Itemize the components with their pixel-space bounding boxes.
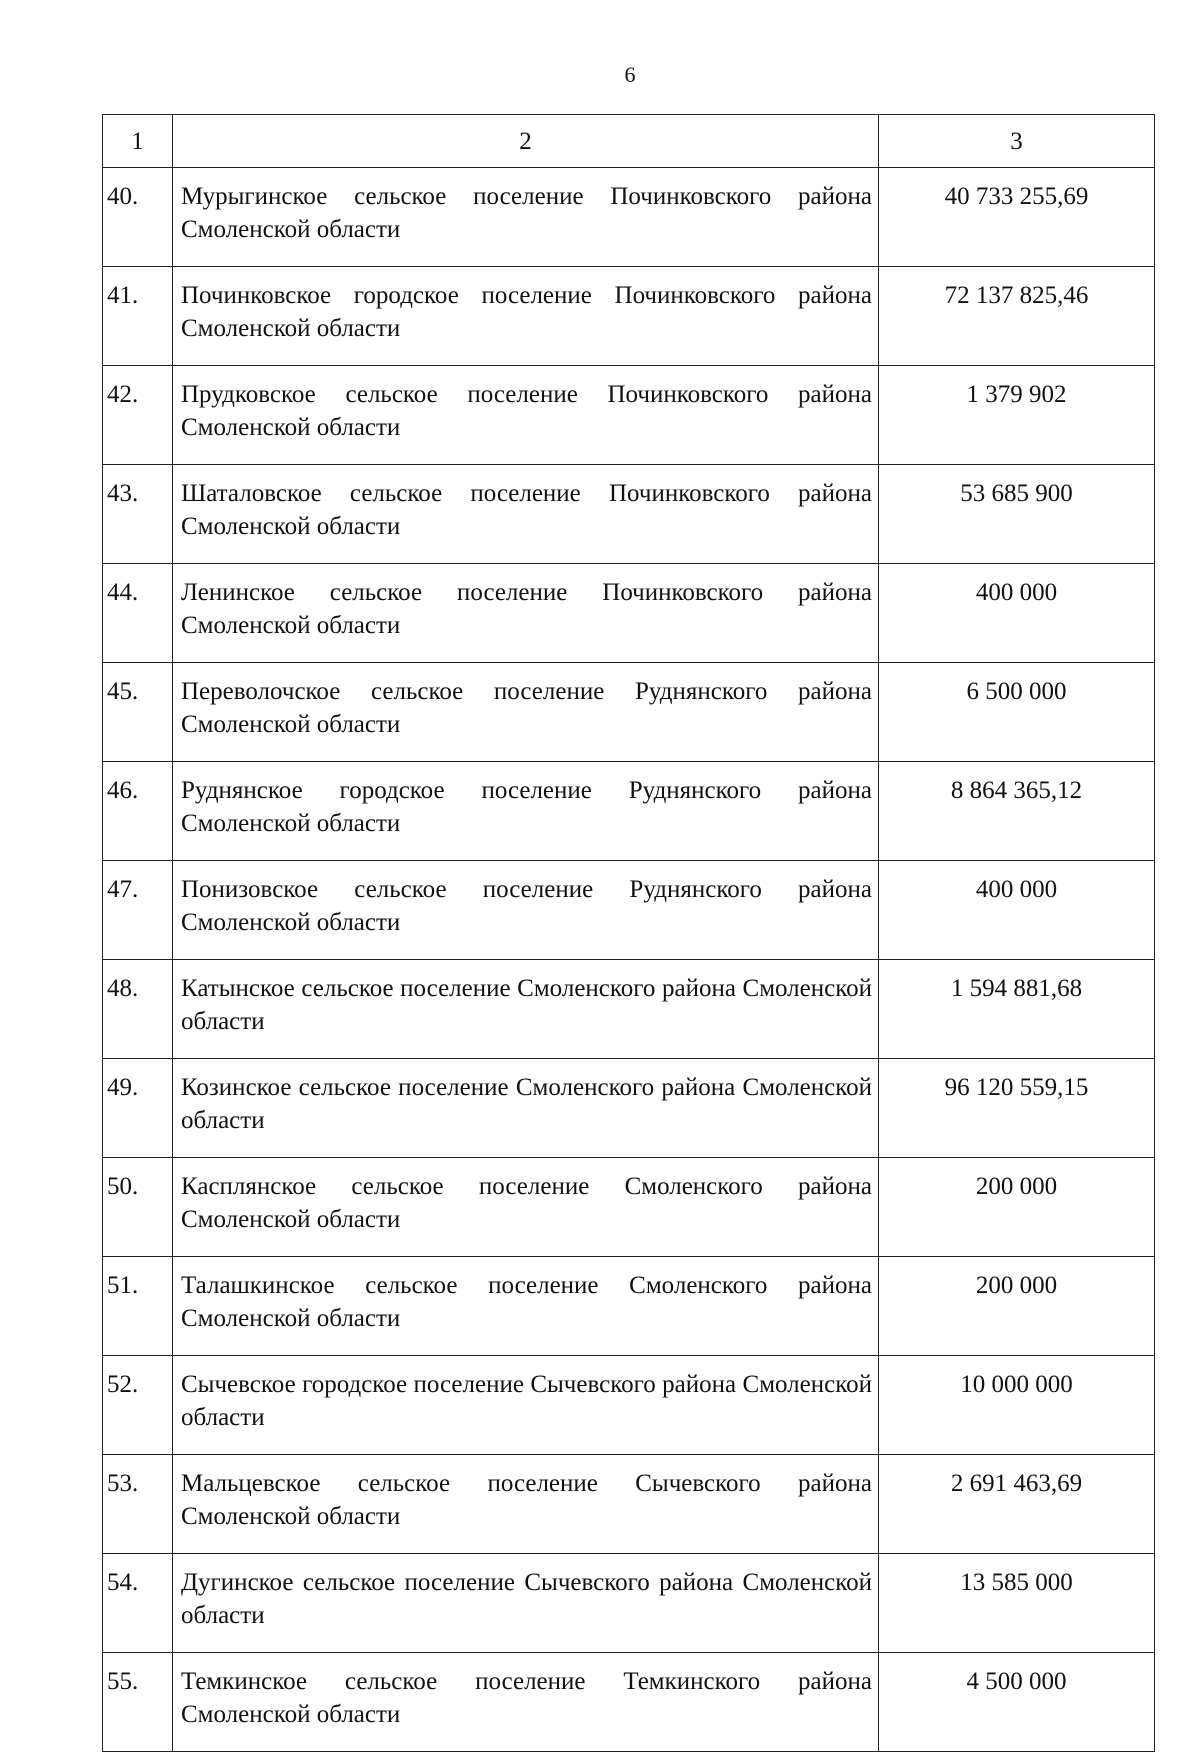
table-row: [103, 960, 1155, 1059]
row-number-cell: 46.: [103, 762, 173, 861]
amount-cell: 400 000: [879, 564, 1155, 663]
settlement-name-cell: Шаталовское сельское поселение Починковского района Смоленской области: [173, 465, 879, 564]
row-number-cell: 52.: [103, 1356, 173, 1455]
row-number-cell: 49.: [103, 1059, 173, 1158]
table-row: [103, 861, 1155, 960]
table-row: [103, 366, 1155, 465]
amount-cell: 96 120 559,15: [879, 1059, 1155, 1158]
amount-cell: 4 500 000: [879, 1653, 1155, 1752]
settlement-name-cell: Касплянское сельское поселение Смоленского района Смоленской области: [173, 1158, 879, 1257]
amount-cell: 8 864 365,12: [879, 762, 1155, 861]
settlement-name-cell: Мальцевское сельское поселение Сычевского района Смоленской области: [173, 1455, 879, 1554]
settlement-name-cell: Талашкинское сельское поселение Смоленского района Смоленской области: [173, 1257, 879, 1356]
amount-cell: 40 733 255,69: [879, 168, 1155, 267]
amount-cell: 10 000 000: [879, 1356, 1155, 1455]
table-row: [103, 762, 1155, 861]
settlement-name-cell: Катынское сельское поселение Смоленского района Смоленской области: [173, 960, 879, 1059]
table-row: [103, 465, 1155, 564]
settlement-name-cell: Дугинское сельское поселение Сычевского района Смоленской области: [173, 1554, 879, 1653]
settlement-name-cell: Козинское сельское поселение Смоленского района Смоленской области: [173, 1059, 879, 1158]
table-row: [103, 267, 1155, 366]
table-row: [103, 663, 1155, 762]
settlement-name-cell: Починковское городское поселение Починковского района Смоленской области: [173, 267, 879, 366]
settlement-name-cell: Сычевское городское поселение Сычевского района Смоленской области: [173, 1356, 879, 1455]
amount-cell: 200 000: [879, 1158, 1155, 1257]
amount-cell: 1 379 902: [879, 366, 1155, 465]
amount-cell: 53 685 900: [879, 465, 1155, 564]
row-number-cell: 50.: [103, 1158, 173, 1257]
settlement-name-cell: Темкинское сельское поселение Темкинского района Смоленской области: [173, 1653, 879, 1752]
settlement-name-cell: Мурыгинское сельское поселение Починковского района Смоленской области: [173, 168, 879, 267]
settlements-table: [102, 114, 1155, 1752]
settlement-name-cell: Руднянское городское поселение Руднянского района Смоленской области: [173, 762, 879, 861]
header-cell-3: 3: [879, 115, 1155, 168]
amount-cell: 13 585 000: [879, 1554, 1155, 1653]
row-number-cell: 54.: [103, 1554, 173, 1653]
header-cell-1: 1: [103, 115, 173, 168]
settlement-name-cell: Прудковское сельское поселение Починковского района Смоленской области: [173, 366, 879, 465]
row-number-cell: 40.: [103, 168, 173, 267]
table-row: [103, 1455, 1155, 1554]
row-number-cell: 45.: [103, 663, 173, 762]
amount-cell: 1 594 881,68: [879, 960, 1155, 1059]
table-row: [103, 1257, 1155, 1356]
settlement-name-cell: Переволочское сельское поселение Руднянского района Смоленской области: [173, 663, 879, 762]
table-row: [103, 1554, 1155, 1653]
table-header-row: [103, 115, 1155, 168]
row-number-cell: 41.: [103, 267, 173, 366]
row-number-cell: 47.: [103, 861, 173, 960]
amount-cell: 72 137 825,46: [879, 267, 1155, 366]
amount-cell: 400 000: [879, 861, 1155, 960]
table-row: [103, 168, 1155, 267]
amount-cell: 2 691 463,69: [879, 1455, 1155, 1554]
table-row: [103, 1653, 1155, 1752]
row-number-cell: 48.: [103, 960, 173, 1059]
row-number-cell: 44.: [103, 564, 173, 663]
table-body: [103, 115, 1155, 1752]
amount-cell: 6 500 000: [879, 663, 1155, 762]
header-cell-2: 2: [173, 115, 879, 168]
table-row: [103, 1059, 1155, 1158]
amount-cell: 200 000: [879, 1257, 1155, 1356]
settlement-name-cell: Ленинское сельское поселение Починковского района Смоленской области: [173, 564, 879, 663]
row-number-cell: 51.: [103, 1257, 173, 1356]
row-number-cell: 42.: [103, 366, 173, 465]
table-row: [103, 1356, 1155, 1455]
table-row: [103, 564, 1155, 663]
row-number-cell: 55.: [103, 1653, 173, 1752]
row-number-cell: 53.: [103, 1455, 173, 1554]
row-number-cell: 43.: [103, 465, 173, 564]
page-number: 6: [624, 62, 636, 87]
table-row: [103, 1158, 1155, 1257]
settlement-name-cell: Понизовское сельское поселение Руднянского района Смоленской области: [173, 861, 879, 960]
